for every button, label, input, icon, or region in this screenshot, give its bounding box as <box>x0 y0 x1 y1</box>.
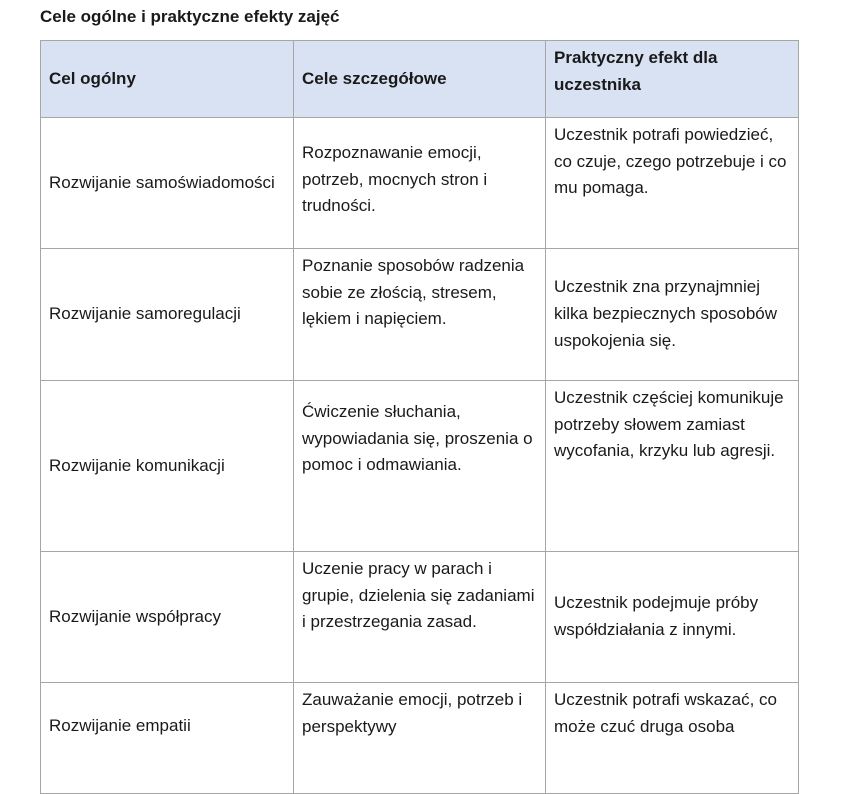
practical-effect-cell: Uczestnik potrafi wskazać, co może czuć druga osoba <box>546 683 799 794</box>
goals-table <box>40 40 799 794</box>
specific-goals-cell: Poznanie sposobów radzenia sobie ze złością, stresem, lękiem i napięciem. <box>294 249 546 381</box>
table-row <box>41 249 799 381</box>
general-goal-cell: Rozwijanie współpracy <box>41 552 294 683</box>
table-header-row <box>41 41 799 118</box>
general-goal-cell: Rozwijanie samoregulacji <box>41 249 294 381</box>
general-goal-cell: Rozwijanie komunikacji <box>41 381 294 552</box>
practical-effect-cell: Uczestnik potrafi powiedzieć, co czuje, czego potrzebuje i co mu pomaga. <box>546 118 799 249</box>
specific-goals-cell: Ćwiczenie słuchania, wypowiadania się, proszenia o pomoc i odmawiania. <box>294 381 546 552</box>
practical-effect-cell: Uczestnik podejmuje próby współdziałania z innymi. <box>546 552 799 683</box>
specific-goals-cell: Rozpoznawanie emocji, potrzeb, mocnych stron i trudności. <box>294 118 546 249</box>
general-goal-cell: Rozwijanie samoświadomości <box>41 118 294 249</box>
practical-effect-cell: Uczestnik zna przynajmniej kilka bezpiecznych sposobów uspokojenia się. <box>546 249 799 381</box>
document-title: Cele ogólne i praktyczne efekty zajęć <box>40 7 340 26</box>
general-goal-cell: Rozwijanie empatii <box>41 683 294 794</box>
table-row <box>41 118 799 249</box>
header-specific-goals: Cele szczegółowe <box>294 41 546 118</box>
header-general-goal: Cel ogólny <box>41 41 294 118</box>
specific-goals-cell: Uczenie pracy w parach i grupie, dzielenia się zadaniami i przestrzegania zasad. <box>294 552 546 683</box>
specific-goals-cell: Zauważanie emocji, potrzeb i perspektywy <box>294 683 546 794</box>
table-row <box>41 552 799 683</box>
header-practical-effect: Praktyczny efekt dla uczestnika <box>546 41 799 118</box>
table-row <box>41 381 799 552</box>
table-row <box>41 683 799 794</box>
practical-effect-cell: Uczestnik częściej komunikuje potrzeby słowem zamiast wycofania, krzyku lub agresji. <box>546 381 799 552</box>
